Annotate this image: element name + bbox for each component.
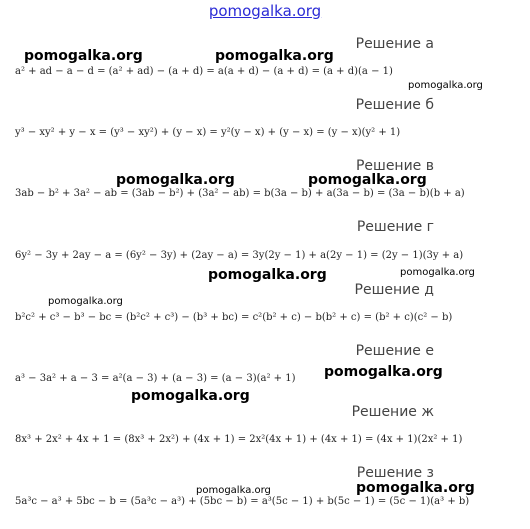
watermark: pomogalka.org [400, 267, 475, 278]
solution-a-heading: Решение а [355, 36, 434, 52]
watermark: pomogalka.org [356, 480, 475, 496]
watermark: pomogalka.org [208, 267, 327, 283]
solution-zh-heading: Решение ж [351, 404, 434, 420]
solution-v-heading: Решение в [355, 158, 434, 174]
watermark: pomogalka.org [324, 364, 443, 380]
solution-g-heading: Решение г [356, 219, 434, 235]
solution-e-heading: Решение е [355, 343, 434, 359]
watermark: pomogalka.org [131, 388, 250, 404]
watermark: pomogalka.org [196, 485, 271, 496]
solution-b-heading: Решение б [355, 97, 434, 113]
solution-g-equation: 6y² − 3y + 2ay − a = (6y² − 3y) + (2ay − a) = 3y(2y − 1) + a(2y − 1) = (2y − 1)(3y + a) [15, 250, 464, 261]
watermark: pomogalka.org [308, 172, 427, 188]
watermark: pomogalka.org [116, 172, 235, 188]
solution-b-equation: y³ − xy² + y − x = (y³ − xy²) + (y − x) = y²(y − x) + (y − x) = (y − x)(y² + 1) [15, 127, 401, 138]
watermark: pomogalka.org [408, 80, 483, 91]
solution-z-equation: 5a³c − a³ + 5bc − b = (5a³c − a³) + (5bc − b) = a³(5c − 1) + b(5c − 1) = (5c − 1)(a³ + b) [15, 496, 470, 507]
solution-z-heading: Решение з [356, 465, 434, 481]
solution-zh-equation: 8x³ + 2x² + 4x + 1 = (8x³ + 2x²) + (4x + 1) = 2x²(4x + 1) + (4x + 1) = (4x + 1)(2x² + 1) [15, 434, 463, 445]
watermark: pomogalka.org [215, 48, 334, 64]
solution-a-equation: a² + ad − a − d = (a² + ad) − (a + d) = a(a + d) − (a + d) = (a + d)(a − 1) [15, 66, 393, 77]
solution-v-equation: 3ab − b² + 3a² − ab = (3ab − b²) + (3a² − ab) = b(3a − b) + a(3a − b) = (3a − b)(b + a) [15, 188, 465, 199]
site-title-link[interactable]: pomogalka.org [208, 2, 322, 20]
solution-d-heading: Решение д [354, 282, 434, 298]
watermark: pomogalka.org [48, 296, 123, 307]
watermark: pomogalka.org [24, 48, 143, 64]
solution-e-equation: a³ − 3a² + a − 3 = a²(a − 3) + (a − 3) = (a − 3)(a² + 1) [15, 373, 296, 384]
solution-d-equation: b²c² + c³ − b³ − bc = (b²c² + c³) − (b³ + bc) = c²(b² + c) − b(b² + c) = (b² + c)(c² − b) [15, 312, 453, 323]
